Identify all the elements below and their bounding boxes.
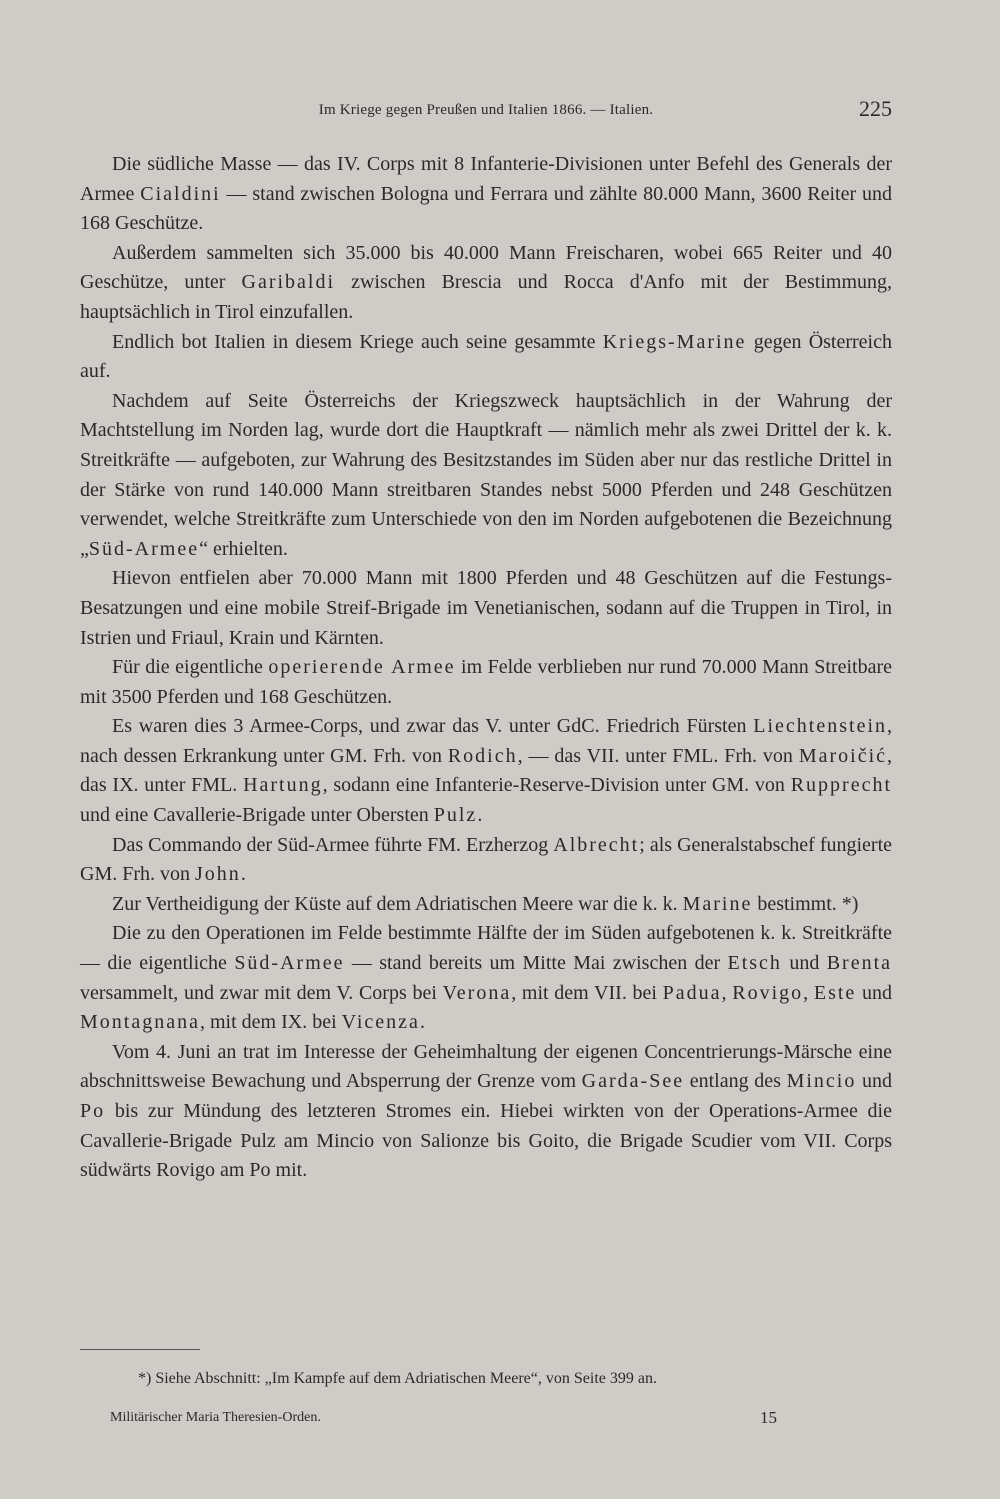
text-run: Nachdem auf Seite Österreichs der Kriegszweck hauptsächlich in der Wahrung der Machtstellung im Norden lag, wurde dort die Hauptkraft — nämlich mehr als zwei Drittel der k. k. Streitkräfte — aufgeboten, zur Wahrung des Besitzstandes im Süden aber nur das restliche Drittel in der Stärke von rund 140.000 Mann streitbaren Standes nebst 5000 Pferden und 248 Geschützen verwendet, welche Streitkräfte zum Unterschiede von den im Norden aufgebotenen die Bezeichnung „ bbox=[80, 389, 892, 560]
text-run: und bbox=[781, 952, 827, 975]
text-run: Es waren dies 3 Armee-Corps, und zwar das V. unter GdC. Friedrich Fürsten bbox=[112, 715, 754, 738]
text-run: , bbox=[721, 981, 733, 1004]
sheet-number: 15 bbox=[760, 1408, 777, 1427]
paragraph bbox=[80, 831, 892, 890]
spaced-emphasis: Garda-See bbox=[581, 1070, 685, 1093]
text-run: entlang des bbox=[684, 1070, 787, 1093]
text-run: , mit dem IX. bei bbox=[199, 1011, 342, 1034]
paragraph bbox=[80, 890, 892, 920]
spaced-emphasis: Rupprecht bbox=[790, 774, 892, 797]
text-run: , mit dem VII. bei bbox=[511, 981, 663, 1004]
paragraph bbox=[80, 387, 892, 565]
spaced-emphasis: Po bbox=[80, 1100, 106, 1122]
printer-signature bbox=[110, 1408, 790, 1432]
text-run: . bbox=[477, 804, 483, 827]
spaced-emphasis: Rovigo bbox=[732, 981, 804, 1004]
text-run: , bbox=[803, 981, 814, 1004]
spaced-emphasis: Brenta bbox=[826, 952, 893, 975]
spaced-emphasis: Marine bbox=[682, 892, 753, 915]
signature-text: Militärischer Maria Theresien-Orden. bbox=[110, 1410, 321, 1425]
text-run: versammelt, und zwar mit dem V. Corps bei bbox=[80, 981, 443, 1004]
text-run: — stand zwischen Bologna und Ferrara und zählte 80.000 Mann, 3600 Reiter und 168 Geschütze. bbox=[80, 182, 892, 235]
footnote-divider bbox=[80, 1349, 200, 1350]
text-run: gegen Österreich auf. bbox=[80, 330, 892, 383]
paragraph bbox=[80, 653, 892, 712]
text-run: und bbox=[856, 1070, 893, 1093]
text-run: Endlich bot Italien in diesem Kriege auch seine gesammte bbox=[112, 330, 603, 353]
text-run: , — das VII. unter FML. Frh. von bbox=[517, 744, 799, 767]
text-run: “ erhielten. bbox=[199, 537, 288, 560]
spaced-emphasis: Verona bbox=[442, 981, 512, 1004]
paragraph bbox=[80, 712, 892, 830]
text-run: und eine Cavallerie-Brigade unter Obersten bbox=[80, 804, 434, 827]
paragraph bbox=[80, 150, 892, 239]
text-run: , das IX. unter FML. bbox=[80, 744, 893, 797]
running-head bbox=[80, 96, 892, 130]
page-number: 225 bbox=[859, 96, 892, 121]
text-run: und bbox=[856, 981, 892, 1004]
spaced-emphasis: Este bbox=[813, 981, 857, 1004]
text-run: Hievon entfielen aber 70.000 Mann mit 1800 Pferden und 48 Geschützen auf die Festungs-Besatzungen und eine mobile Streif-Brigade im Venetianischen, sodann auf die Truppen in Tirol, in Istrien und Friaul, Krain und Kärnten. bbox=[80, 567, 892, 649]
text-run: Vom 4. Juni an trat im Interesse der Geheimhaltung der eigenen Concentrierungs-Märsche eine abschnittsweise Bewachung und Absperrung der Grenze vom bbox=[80, 1040, 892, 1093]
text-run: bestimmt. *) bbox=[752, 892, 859, 915]
body-text bbox=[80, 150, 892, 1186]
paragraph bbox=[80, 919, 892, 1037]
spaced-emphasis: Mincio bbox=[786, 1070, 857, 1093]
paragraph bbox=[80, 564, 892, 653]
text-run: Zur Vertheidigung der Küste auf dem Adriatischen Meere war die k. k. bbox=[112, 892, 683, 915]
text-run: zwischen Brescia und Rocca d'Anfo mit der Bestimmung, hauptsächlich in Tirol einzufallen. bbox=[80, 271, 893, 323]
spaced-emphasis: John bbox=[195, 863, 241, 886]
paragraph bbox=[80, 328, 892, 387]
paragraph bbox=[80, 239, 892, 328]
spaced-emphasis: Padua bbox=[662, 981, 722, 1004]
spaced-emphasis: Liechtenstein bbox=[753, 715, 887, 738]
spaced-emphasis: Albrecht bbox=[553, 833, 640, 856]
text-run: im Felde verblieben nur rund 70.000 Mann Streitbare mit 3500 Pferden und 168 Geschützen. bbox=[80, 656, 892, 708]
text-run: , sodann eine Infanterie-Reserve-Division unter GM. von bbox=[322, 774, 791, 797]
spaced-emphasis: Rodich bbox=[447, 744, 518, 767]
spaced-emphasis: Hartung bbox=[243, 774, 323, 797]
spaced-emphasis: Süd-Armee bbox=[88, 537, 200, 560]
text-run: Die südliche Masse — das IV. Corps mit 8 Infanterie-Divisionen unter Befehl des Generals der Armee bbox=[80, 153, 892, 205]
spaced-emphasis: Montagnana bbox=[80, 1011, 200, 1034]
text-run: Für die eigentliche bbox=[112, 656, 269, 679]
spaced-emphasis: Cialdini bbox=[140, 182, 221, 205]
spaced-emphasis: Süd-Armee bbox=[234, 952, 345, 975]
spaced-emphasis: Etsch bbox=[727, 952, 782, 975]
text-run: . bbox=[240, 863, 246, 886]
footnote: *) Siehe Abschnitt: „Im Kampfe auf dem Adriatischen Meere“, von Seite 399 an. bbox=[138, 1370, 657, 1387]
spaced-emphasis: operierende Armee bbox=[268, 656, 456, 679]
running-head-title: Im Kriege gegen Preußen und Italien 1866. — Italien. bbox=[318, 102, 654, 118]
text-run: Die zu den Operationen im Felde bestimmte Hälfte der im Süden aufgebotenen k. k. Streitkräfte — die eigentliche bbox=[80, 922, 892, 975]
text-run: ; als Generalstabschef fungierte GM. Frh. von bbox=[80, 833, 893, 886]
text-run: Das Commando der Süd-Armee führte FM. Erzherzog bbox=[112, 833, 554, 856]
spaced-emphasis: Garibaldi bbox=[241, 271, 336, 294]
text-run: , nach dessen Erkrankung unter GM. Frh. von bbox=[80, 715, 892, 767]
text-run: Außerdem sammelten sich 35.000 bis 40.000 Mann Freischaren, wobei 665 Reiter und 40 Geschütze, unter bbox=[80, 241, 892, 294]
text-run: bis zur Mündung des letzteren Stromes ein. Hiebei wirkten von der Operations-Armee die Cavallerie-Brigade Pulz am Mincio von Salionze bis Goito, die Brigade Scudier vom VII. Corps südwärts Rovigo am Po mit. bbox=[80, 1100, 892, 1182]
spaced-emphasis: Pulz bbox=[433, 804, 478, 827]
paragraph bbox=[80, 1038, 892, 1186]
text-run: — stand bereits um Mitte Mai zwischen der bbox=[344, 952, 728, 975]
text-run: . bbox=[419, 1011, 425, 1034]
spaced-emphasis: Kriegs-Marine bbox=[602, 330, 747, 353]
spaced-emphasis: Vicenza bbox=[341, 1011, 420, 1034]
spaced-emphasis: Maroičić bbox=[798, 744, 888, 767]
